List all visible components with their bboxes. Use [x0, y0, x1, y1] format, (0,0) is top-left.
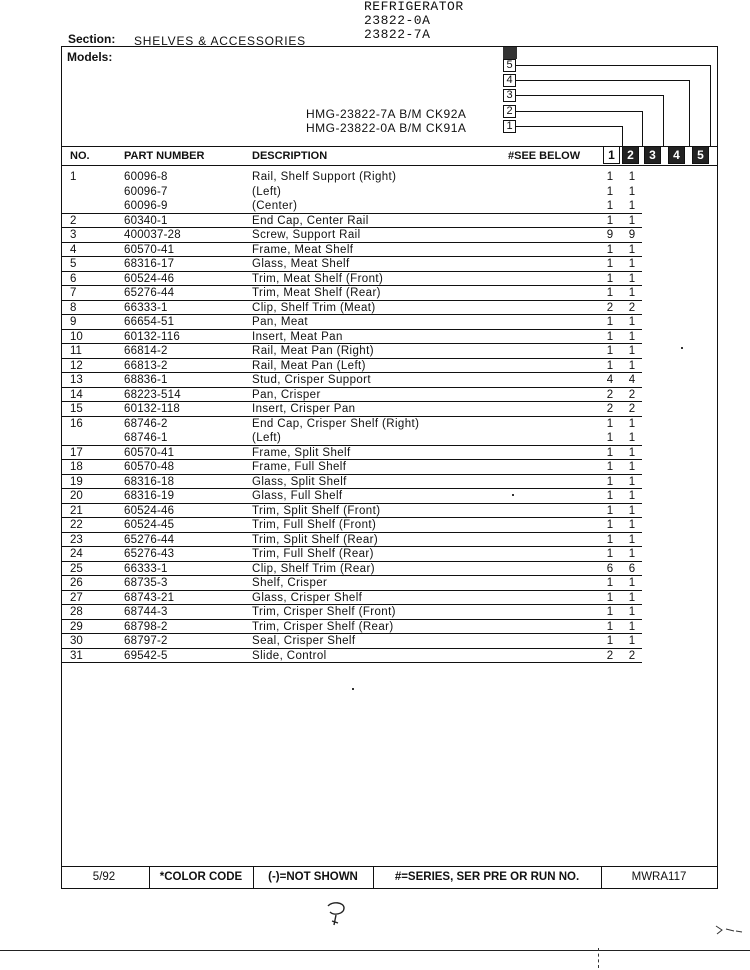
section-label: Section: [68, 32, 116, 46]
title-line-1: REFRIGERATOR [364, 0, 464, 14]
row-no: 14 [70, 388, 83, 401]
bracket-4-drop [689, 80, 690, 147]
qty-model-2: 1 [628, 287, 636, 299]
qty-model-2: 6 [628, 562, 636, 575]
parts-table [62, 170, 717, 663]
qty-model-2: 4 [628, 374, 636, 386]
description-cell: Pan, Meat [252, 316, 309, 328]
part-number-cell: 68797-2 [124, 635, 168, 647]
row-no: 30 [70, 635, 83, 647]
table-row [62, 214, 717, 229]
description-cell: Clip, Shelf Trim (Rear) [252, 562, 375, 575]
table-row [62, 257, 717, 272]
part-number-cell: 68316-17 [124, 258, 175, 270]
table-row [62, 417, 717, 432]
qty-model-1: 1 [606, 548, 614, 560]
qty-model-1: 1 [606, 490, 614, 502]
model-box-2: 2 [503, 105, 516, 118]
part-number-cell: 60524-46 [124, 272, 175, 285]
part-number-cell: 68798-2 [124, 620, 168, 633]
bracket-2 [516, 111, 643, 112]
table-row [62, 533, 717, 548]
row-no: 22 [70, 519, 83, 531]
description-cell: Frame, Meat Shelf [252, 243, 354, 256]
bracket-1-drop [622, 126, 623, 147]
table-row [62, 243, 717, 258]
row-no: 23 [70, 533, 83, 546]
qty-model-1: 1 [606, 258, 614, 270]
row-no: 4 [70, 243, 77, 256]
qty-model-1: 1 [606, 461, 614, 473]
row-no: 17 [70, 446, 83, 459]
row-no: 8 [70, 301, 77, 314]
part-number-cell: 60570-41 [124, 243, 175, 256]
qty-model-1: 1 [606, 359, 614, 372]
description-cell: Frame, Split Shelf [252, 446, 351, 459]
qty-model-2: 1 [628, 446, 636, 459]
qty-model-1: 1 [606, 200, 614, 212]
table-row [62, 373, 717, 388]
qty-model-2: 1 [628, 461, 636, 473]
qty-model-2: 2 [628, 388, 636, 401]
description-cell: Clip, Shelf Trim (Meat) [252, 301, 376, 314]
table-row [62, 301, 717, 316]
description-cell: Slide, Control [252, 649, 327, 662]
page-bottom-rule [0, 950, 750, 951]
row-rule [62, 662, 642, 663]
table-row [62, 286, 717, 301]
bracket-3-drop [663, 95, 664, 147]
table-row [62, 330, 717, 345]
qty-model-1: 2 [606, 301, 614, 314]
col-model-2: 2 [622, 146, 639, 164]
qty-model-2: 2 [628, 403, 636, 415]
description-cell: Rail, Meat Pan (Left) [252, 359, 366, 372]
qty-model-1: 1 [606, 214, 614, 227]
part-number-cell: 66333-1 [124, 562, 168, 575]
model-line-a: HMG-23822-7A B/M CK92A [306, 107, 467, 121]
part-number-cell: 60096-7 [124, 185, 168, 198]
table-row [62, 605, 717, 620]
qty-model-2: 1 [628, 533, 636, 546]
qty-model-2: 1 [628, 577, 636, 589]
description-cell: Trim, Split Shelf (Rear) [252, 533, 379, 546]
col-description: DESCRIPTION [252, 150, 328, 162]
part-number-cell: 60132-118 [124, 403, 180, 415]
qty-model-1: 1 [606, 577, 614, 589]
part-number-cell: 66814-2 [124, 345, 168, 357]
box-corner-mark [503, 47, 517, 59]
bracket-5 [516, 65, 711, 66]
model-box-3: 3 [503, 89, 516, 102]
part-number-cell: 60524-46 [124, 504, 175, 517]
qty-model-2: 1 [628, 214, 636, 227]
row-no: 27 [70, 591, 83, 604]
part-number-cell: 60340-1 [124, 214, 168, 227]
part-number-cell: 400037-28 [124, 229, 181, 241]
part-number-cell: 68836-1 [124, 374, 168, 386]
row-no: 6 [70, 272, 77, 285]
row-no: 19 [70, 475, 83, 488]
qty-model-1: 4 [606, 374, 614, 386]
description-cell: Glass, Full Shelf [252, 490, 343, 502]
footer-series: #=SERIES, SER PRE OR RUN NO. [394, 871, 580, 883]
qty-model-1: 2 [606, 388, 614, 401]
table-row [62, 170, 717, 185]
qty-model-1: 1 [606, 243, 614, 256]
part-number-cell: 68316-18 [124, 475, 175, 488]
description-cell: End Cap, Crisper Shelf (Right) [252, 417, 420, 430]
part-number-cell: 60570-41 [124, 446, 175, 459]
qty-model-2: 1 [628, 417, 636, 430]
description-cell: Seal, Crisper Shelf [252, 635, 356, 647]
table-row [62, 562, 717, 577]
part-number-cell: 66654-51 [124, 316, 175, 328]
row-no: 18 [70, 461, 83, 473]
row-no: 13 [70, 374, 83, 386]
corner-scribble [714, 922, 744, 938]
row-no: 20 [70, 490, 83, 502]
description-cell: Frame, Full Shelf [252, 461, 347, 473]
qty-model-2: 1 [628, 185, 636, 198]
qty-model-2: 1 [628, 635, 636, 647]
row-no: 2 [70, 214, 77, 227]
qty-model-1: 1 [606, 432, 614, 444]
col-see-below: #SEE BELOW [508, 150, 581, 162]
description-cell: Trim, Meat Shelf (Rear) [252, 287, 381, 299]
table-row [62, 649, 717, 664]
part-number-cell: 60096-8 [124, 171, 168, 183]
model-box-5: 5 [503, 59, 516, 72]
model-line-b: HMG-23822-0A B/M CK91A [306, 121, 467, 135]
table-row [62, 344, 717, 359]
part-number-cell: 69542-5 [124, 649, 168, 662]
model-box-4: 4 [503, 74, 516, 87]
qty-model-2: 2 [628, 301, 636, 314]
description-cell: (Left) [252, 432, 282, 444]
description-cell: Screw, Support Rail [252, 229, 361, 241]
description-cell: Trim, Crisper Shelf (Front) [252, 606, 396, 618]
qty-model-2: 1 [628, 330, 636, 343]
part-number-cell: 68744-3 [124, 606, 168, 618]
footer-divider [373, 867, 374, 888]
qty-model-1: 1 [606, 504, 614, 517]
row-no: 25 [70, 562, 83, 575]
section-value: SHELVES & ACCESSORIES [134, 34, 306, 48]
row-no: 1 [70, 171, 77, 183]
table-row [62, 272, 717, 287]
part-number-cell: 68746-1 [124, 432, 168, 444]
table-row [62, 431, 717, 446]
qty-model-1: 6 [606, 562, 614, 575]
qty-model-1: 1 [606, 533, 614, 546]
row-no: 29 [70, 620, 83, 633]
qty-model-2: 1 [628, 475, 636, 488]
col-model-3: 3 [644, 146, 661, 164]
row-no: 15 [70, 403, 83, 415]
part-number-cell: 60570-48 [124, 461, 175, 473]
table-row [62, 634, 717, 649]
description-cell: Trim, Full Shelf (Rear) [252, 548, 374, 560]
description-cell: Shelf, Crisper [252, 577, 328, 589]
row-no: 5 [70, 258, 77, 270]
table-row [62, 475, 717, 490]
part-number-cell: 68743-21 [124, 591, 175, 604]
qty-model-1: 1 [606, 272, 614, 285]
table-row [62, 228, 717, 243]
col-model-1: 1 [603, 146, 620, 164]
footer-divider [601, 867, 602, 888]
title-line-2: 23822-0A [364, 13, 431, 28]
col-part-number: PART NUMBER [124, 150, 205, 162]
description-cell: Insert, Meat Pan [252, 330, 343, 343]
row-no: 9 [70, 316, 77, 328]
qty-model-2: 1 [628, 490, 636, 502]
description-cell: Glass, Split Shelf [252, 475, 347, 488]
qty-model-2: 1 [628, 548, 636, 560]
description-cell: Glass, Crisper Shelf [252, 591, 363, 604]
qty-model-2: 1 [628, 504, 636, 517]
table-row [62, 620, 717, 635]
qty-model-1: 1 [606, 171, 614, 183]
col-model-5: 5 [692, 146, 709, 164]
description-cell: Rail, Meat Pan (Right) [252, 345, 374, 357]
header-bottom-rule [61, 165, 718, 166]
part-number-cell: 60524-45 [124, 519, 175, 531]
qty-model-2: 1 [628, 432, 636, 444]
footer-divider [149, 867, 150, 888]
models-label: Models: [67, 50, 113, 64]
bracket-1 [516, 126, 623, 127]
qty-model-2: 1 [628, 171, 636, 183]
qty-model-1: 1 [606, 287, 614, 299]
footer-doc-code: MWRA117 [631, 871, 687, 883]
table-row [62, 489, 717, 504]
table-row [62, 199, 717, 214]
qty-model-1: 1 [606, 591, 614, 604]
table-row [62, 315, 717, 330]
qty-model-1: 1 [606, 519, 614, 531]
qty-model-2: 1 [628, 519, 636, 531]
bracket-4 [516, 80, 690, 81]
row-no: 26 [70, 577, 83, 589]
description-cell: Stud, Crisper Support [252, 374, 371, 386]
footer-color-code: *COLOR CODE [159, 871, 243, 883]
qty-model-1: 1 [606, 635, 614, 647]
document-title [364, 0, 464, 42]
row-no: 11 [70, 345, 82, 357]
col-no: NO. [70, 150, 90, 162]
row-no: 10 [70, 330, 83, 343]
row-no: 21 [70, 504, 83, 517]
qty-model-2: 1 [628, 272, 636, 285]
row-no: 24 [70, 548, 83, 560]
qty-model-2: 1 [628, 316, 636, 328]
qty-model-2: 1 [628, 620, 636, 633]
qty-model-1: 1 [606, 620, 614, 633]
qty-model-1: 2 [606, 403, 614, 415]
description-cell: End Cap, Center Rail [252, 214, 369, 227]
description-cell: Pan, Crisper [252, 388, 321, 401]
bracket-3 [516, 95, 664, 96]
description-cell: Trim, Meat Shelf (Front) [252, 272, 384, 285]
table-row [62, 504, 717, 519]
description-cell: (Left) [252, 185, 282, 198]
description-cell: Trim, Split Shelf (Front) [252, 504, 381, 517]
table-row [62, 576, 717, 591]
bracket-5-drop [710, 65, 711, 147]
part-number-cell: 68746-2 [124, 417, 168, 430]
qty-model-1: 1 [606, 316, 614, 328]
speck [352, 688, 354, 690]
description-cell: Insert, Crisper Pan [252, 403, 356, 415]
table-row [62, 591, 717, 606]
footer-divider [253, 867, 254, 888]
qty-model-1: 1 [606, 606, 614, 618]
qty-model-2: 2 [628, 649, 636, 662]
qty-model-2: 1 [628, 200, 636, 212]
col-model-4: 4 [668, 146, 685, 164]
description-cell: Trim, Full Shelf (Front) [252, 519, 377, 531]
qty-model-1: 2 [606, 649, 614, 662]
footer-date: 5/92 [92, 871, 116, 883]
title-line-3: 23822-7A [364, 27, 431, 42]
description-cell: Rail, Shelf Support (Right) [252, 171, 397, 183]
qty-model-2: 1 [628, 606, 636, 618]
speck [681, 347, 683, 349]
model-box-1: 1 [503, 120, 516, 133]
qty-model-1: 1 [606, 417, 614, 430]
footer-bar [61, 866, 718, 889]
description-cell: Glass, Meat Shelf [252, 258, 350, 270]
qty-model-2: 1 [628, 243, 636, 256]
row-no: 3 [70, 229, 77, 241]
table-row [62, 359, 717, 374]
qty-model-1: 1 [606, 475, 614, 488]
row-no: 16 [70, 417, 83, 430]
speck [512, 494, 514, 496]
qty-model-1: 1 [606, 446, 614, 459]
row-no: 12 [70, 359, 83, 372]
table-row [62, 460, 717, 475]
qty-model-2: 1 [628, 359, 636, 372]
qty-model-1: 1 [606, 345, 614, 357]
part-number-cell: 65276-44 [124, 533, 175, 546]
part-number-cell: 60096-9 [124, 200, 168, 212]
qty-model-2: 1 [628, 591, 636, 604]
qty-model-2: 9 [628, 229, 636, 241]
description-cell: Trim, Crisper Shelf (Rear) [252, 620, 394, 633]
qty-model-1: 1 [606, 185, 614, 198]
part-number-cell: 65276-44 [124, 287, 175, 299]
handwritten-mark [322, 898, 352, 928]
qty-model-1: 9 [606, 229, 614, 241]
part-number-cell: 66333-1 [124, 301, 168, 314]
row-no: 28 [70, 606, 83, 618]
bracket-2-drop [642, 111, 643, 147]
table-row [62, 402, 717, 417]
row-no: 31 [70, 649, 83, 662]
footer-not-shown: (-)=NOT SHOWN [268, 871, 358, 883]
qty-model-2: 1 [628, 345, 636, 357]
qty-model-2: 1 [628, 258, 636, 270]
part-number-cell: 60132-116 [124, 330, 180, 343]
part-number-cell: 65276-43 [124, 548, 175, 560]
row-no: 7 [70, 287, 77, 299]
part-number-cell: 68316-19 [124, 490, 175, 502]
part-number-cell: 68735-3 [124, 577, 168, 589]
qty-model-1: 1 [606, 330, 614, 343]
table-row [62, 518, 717, 533]
description-cell: (Center) [252, 200, 298, 212]
edge-mark [598, 948, 599, 968]
table-row [62, 446, 717, 461]
table-row [62, 185, 717, 200]
part-number-cell: 68223-514 [124, 388, 181, 401]
part-number-cell: 66813-2 [124, 359, 168, 372]
table-row [62, 547, 717, 562]
table-row [62, 388, 717, 403]
